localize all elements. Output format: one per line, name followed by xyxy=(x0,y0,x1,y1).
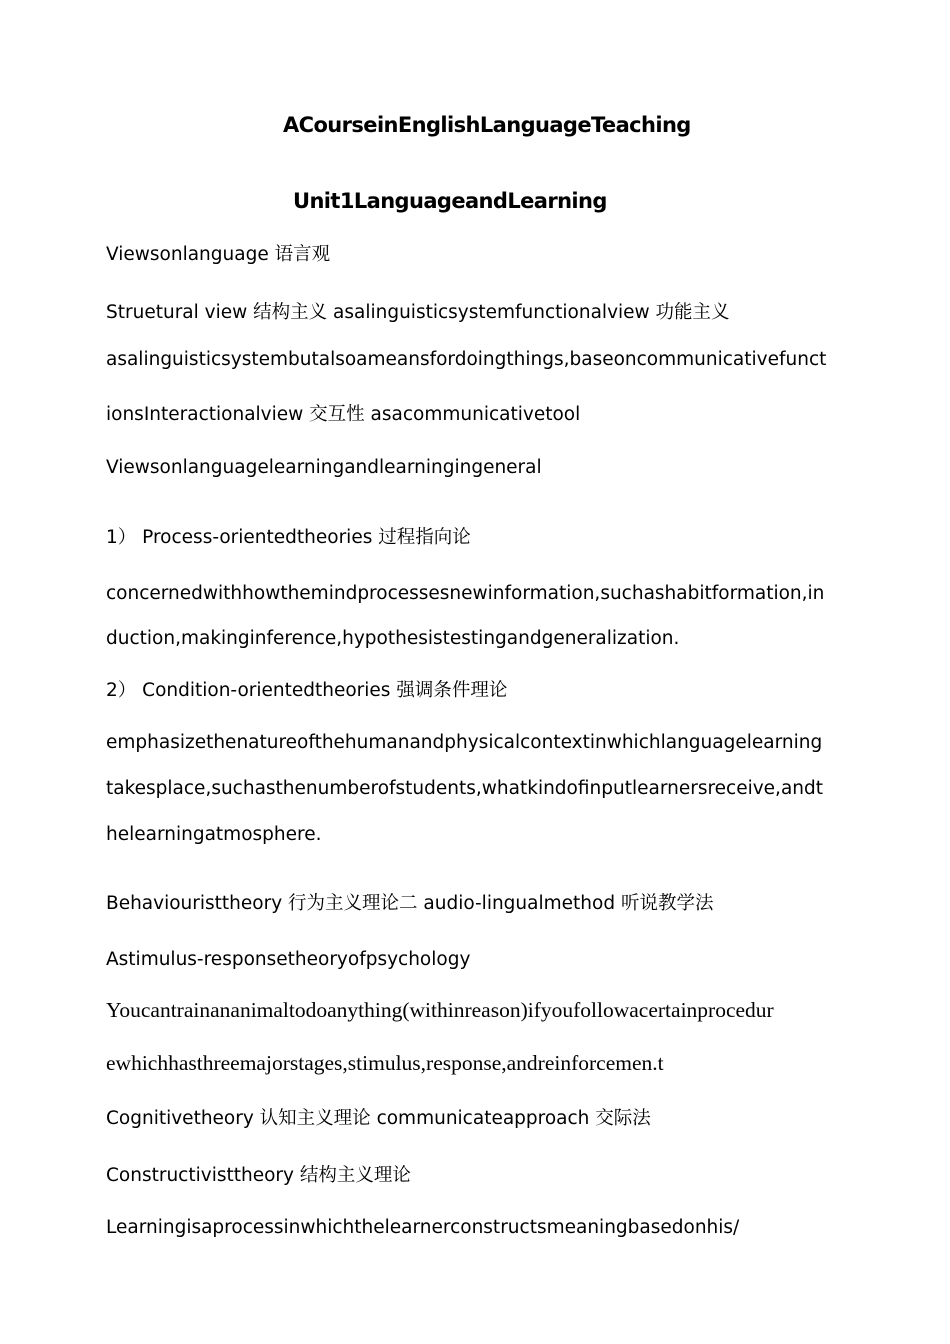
text-line: duction,makinginference,hypothesistestingandgeneralization. xyxy=(106,628,680,649)
text-line: asalinguisticsystembutalsoameansfordoingthings,baseoncommunicativefunct xyxy=(106,349,827,370)
document-title: ACourseinEnglishLanguageTeaching xyxy=(283,113,691,137)
text-line: Astimulus-responsetheoryofpsychology xyxy=(106,949,471,970)
unit-title: Unit1LanguageandLearning xyxy=(293,189,607,213)
text-line: takesplace,suchasthenumberofstudents,whatkindofinputlearnersreceive,andt xyxy=(106,778,824,799)
text-line: Struetural view 结构主义 asalinguisticsystemfunctionalview 功能主义 xyxy=(106,302,730,323)
text-line: Youcantrainananimaltodoanything(withinreason)ifyoufollowacertainprocedur xyxy=(106,998,774,1022)
text-line: Constructivisttheory 结构主义理论 xyxy=(106,1165,411,1186)
list-item-heading: 1） Process-orientedtheories 过程指向论 xyxy=(106,527,471,548)
text-line: helearningatmosphere. xyxy=(106,824,322,845)
text-line: Viewsonlanguagelearningandlearningingeneral xyxy=(106,457,542,478)
text-line: ewhichhasthreemajorstages,stimulus,response,andreinforcemen.t xyxy=(106,1051,664,1075)
list-item-heading: 2） Condition-orientedtheories 强调条件理论 xyxy=(106,680,508,701)
text-line: Learningisaprocessinwhichthelearnerconstructsmeaningbasedonhis/ xyxy=(106,1217,740,1238)
text-line: concernedwithhowthemindprocessesnewinformation,suchashabitformation,in xyxy=(106,583,825,604)
text-line: Behaviouristtheory 行为主义理论二 audio-lingualmethod 听说教学法 xyxy=(106,893,714,914)
text-line: emphasizethenatureofthehumanandphysicalcontextinwhichlanguagelearning xyxy=(106,732,823,753)
text-line: Viewsonlanguage 语言观 xyxy=(106,244,331,265)
text-line: ionsInteractionalview 交互性 asacommunicativetool xyxy=(106,404,581,425)
text-line: Cognitivetheory 认知主义理论 communicateapproach 交际法 xyxy=(106,1108,651,1129)
